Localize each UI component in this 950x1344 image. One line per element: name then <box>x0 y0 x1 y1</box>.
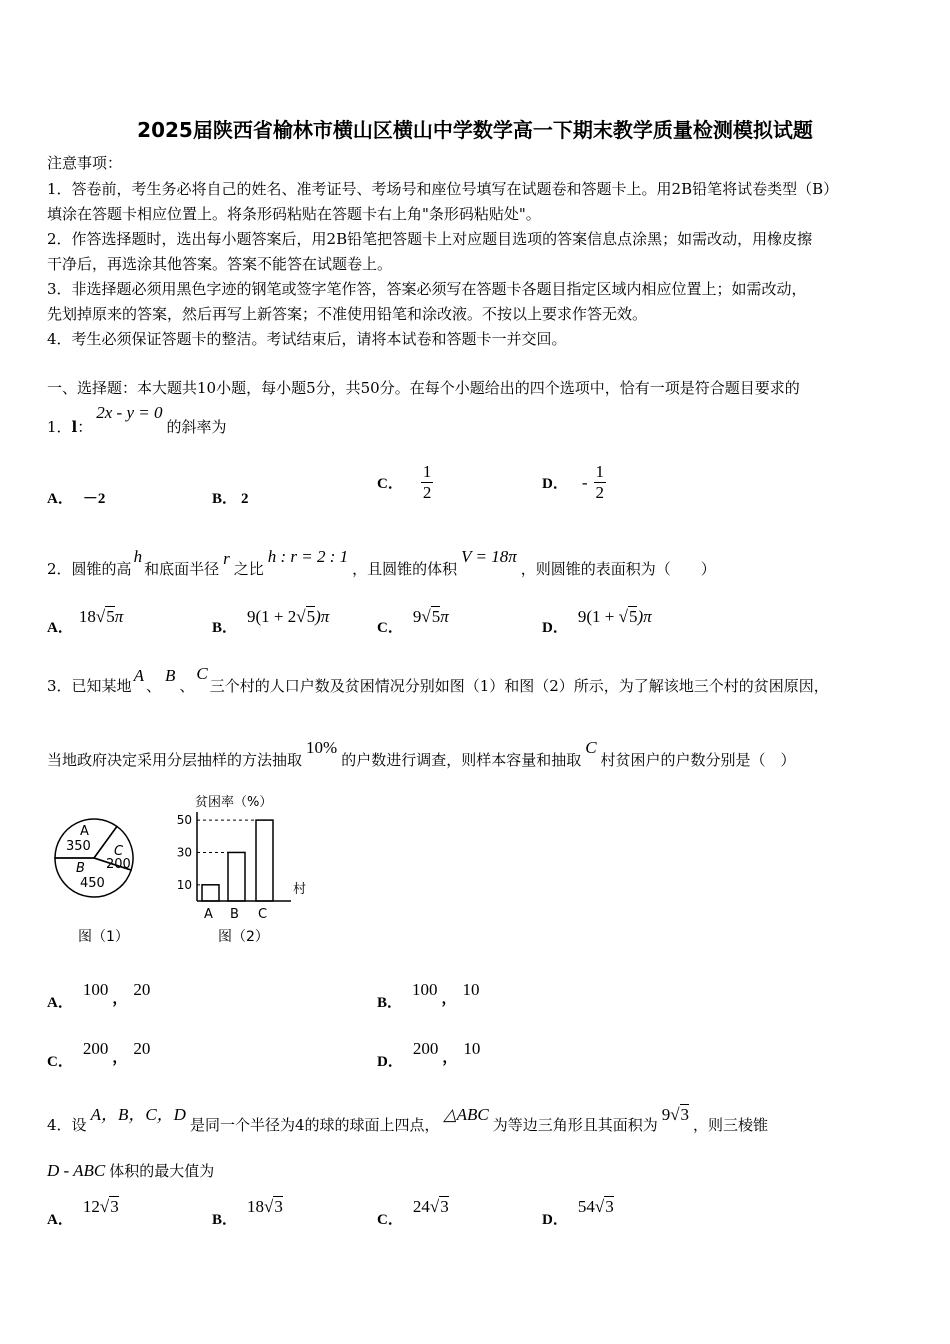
question-text: 已知某地 <box>71 677 132 695</box>
q4-option-d[interactable]: D．54√3 <box>542 1197 614 1228</box>
separator: 、 <box>145 677 161 695</box>
q1-option-a[interactable] <box>47 487 105 508</box>
question-number: 2． <box>47 560 72 578</box>
village-a: A <box>133 666 144 685</box>
village-c: C <box>196 664 208 683</box>
option-value: 2 <box>241 491 249 507</box>
bar-b <box>228 852 245 901</box>
x-tick-label: C <box>258 907 268 922</box>
denominator: 2 <box>595 483 605 502</box>
separator: 、 <box>179 677 195 695</box>
question-text: 和底面半径 <box>144 560 220 578</box>
volume-expression: V = 18π <box>461 547 517 566</box>
ratio-expression: h : r = 2 : 1 <box>267 547 349 566</box>
q2-option-d[interactable]: D．9(1 + √5)π <box>542 607 652 636</box>
q2-option-c[interactable]: C．9√5π <box>377 607 449 636</box>
radicand: 5 <box>431 607 441 626</box>
village-c: C <box>585 738 597 757</box>
option-value: 20 <box>133 980 151 999</box>
y-tick-label: 10 <box>176 877 192 892</box>
q4-option-c[interactable]: C．24√3 <box>377 1197 449 1228</box>
option-value: 18 <box>247 1197 265 1216</box>
question-text: ，则三棱锥 <box>693 1116 769 1134</box>
pie-label-b: B <box>76 861 85 876</box>
radicand: 3 <box>440 1197 449 1216</box>
question-2 <box>47 547 716 579</box>
question-text: 三个村的人口户数及贫困情况分别如图（1）和图（2）所示，为了解该地三个村的贫困原因， <box>209 677 829 695</box>
y-tick-label: 50 <box>176 813 192 828</box>
triangle-expression: △ABC <box>443 1105 489 1124</box>
line-symbol: l <box>71 418 78 436</box>
notice-line: 2．作答选择题时，选出每小题答案后，用2B铅笔把答题卡上对应题目选项的答案信息点涂黑；如需改动，用橡皮擦 <box>47 230 813 248</box>
var-r: r <box>223 549 230 568</box>
question-number: 1． <box>47 418 72 436</box>
q3-option-c[interactable]: C．200 ， 20 <box>47 1039 151 1070</box>
question-text: 设 <box>71 1116 87 1134</box>
q1-option-b[interactable] <box>212 487 249 508</box>
option-label: B． <box>212 1212 238 1228</box>
question-text: 圆锥的高 <box>71 560 132 578</box>
question-text: 为等边三角形且其面积为 <box>492 1116 658 1134</box>
q1-option-d[interactable] <box>542 462 606 503</box>
option-value: 9(1 + 2 <box>247 607 297 626</box>
figure-1-caption: 图（1） <box>78 929 129 945</box>
question-text: 村贫困户的户数分别是（ ） <box>600 751 796 769</box>
fraction <box>594 462 607 503</box>
question-text: ，且圆锥的体积 <box>352 560 458 578</box>
option-value: π <box>440 607 449 626</box>
option-label: A． <box>47 620 73 636</box>
q3-option-d[interactable]: D．200 ， 10 <box>377 1039 481 1070</box>
question-3-line2 <box>47 738 796 770</box>
numerator: 1 <box>595 462 605 481</box>
radicand: 5 <box>306 607 316 626</box>
notice-heading: 注意事项： <box>47 154 123 172</box>
option-label: C． <box>377 1212 403 1228</box>
pie-value-b: 450 <box>80 876 105 891</box>
option-label: B． <box>212 491 238 507</box>
option-label: D． <box>542 476 568 492</box>
question-text: 当地政府决定采用分层抽样的方法抽取 <box>47 751 303 769</box>
option-label: C． <box>377 476 403 492</box>
bar-a <box>202 885 219 901</box>
radicand: 3 <box>605 1197 614 1216</box>
question-text: 体积的最大值为 <box>109 1162 215 1180</box>
option-value: 12 <box>82 1197 100 1216</box>
question-text: 之比 <box>233 560 264 578</box>
points-expression: A，B，C，D <box>90 1105 186 1124</box>
q2-option-b[interactable]: B．9(1 + 2√5)π <box>212 607 330 636</box>
radicand: 5 <box>106 607 115 626</box>
minus-sign: - <box>581 472 588 492</box>
notice-line: 3．非选择题必须用黑色字迹的钢笔或签字笔作答，答案必须写在答题卡各题目指定区域内相应位置上；如需改动， <box>47 280 807 298</box>
bar-chart <box>165 790 315 925</box>
option-value: )π <box>315 607 330 626</box>
page-title: 2025届陕西省榆林市横山区横山中学数学高一下期末教学质量检测模拟试题 <box>137 118 813 142</box>
option-value: 24 <box>412 1197 430 1216</box>
notice-line: 1．答卷前，考生务必将自己的姓名、准考证号、考场号和座位号填写在试题卷和答题卡上。用2B铅笔将试卷类型（B） <box>47 180 839 198</box>
pyramid-expression: D - ABC <box>47 1161 106 1180</box>
area-expression: 9√3 <box>661 1105 690 1124</box>
option-label: A． <box>47 491 73 507</box>
option-label: C． <box>47 1054 73 1070</box>
radicand: 3 <box>110 1197 119 1216</box>
pie-label-c: C <box>114 844 124 859</box>
q4-option-a[interactable]: A．12√3 <box>47 1197 119 1228</box>
line-equation: 2x - y = 0 <box>96 403 163 422</box>
question-3 <box>47 664 829 696</box>
option-label: B． <box>377 995 403 1011</box>
village-b: B <box>164 666 176 685</box>
option-label: D． <box>377 1054 403 1070</box>
question-number: 4． <box>47 1116 72 1134</box>
radicand: 5 <box>628 607 638 626</box>
option-label: A． <box>47 995 73 1011</box>
numerator: 1 <box>422 462 432 481</box>
question-text: ，则圆锥的表面积为（ ） <box>520 560 716 578</box>
option-value: 200 <box>412 1039 439 1058</box>
option-value: 9(1 + <box>577 607 619 626</box>
question-text: 的斜率为 <box>166 418 227 436</box>
question-text: 是同一个半径为4的球的球面上四点， <box>189 1116 440 1134</box>
pie-chart <box>44 805 144 905</box>
percent-value: 10% <box>306 738 338 757</box>
notice-line: 先划掉原来的答案，然后再写上新答案；不准使用铅笔和涂改液。不按以上要求作答无效。 <box>47 305 648 323</box>
q3-option-b[interactable]: B．100 ， 10 <box>377 980 480 1011</box>
q1-option-c[interactable] <box>377 462 433 503</box>
option-value: 100 <box>412 980 438 999</box>
x-tick-label: B <box>230 907 239 922</box>
option-label: A． <box>47 1212 73 1228</box>
option-value: π <box>114 607 124 626</box>
x-axis-label: 村 <box>293 882 307 897</box>
option-value: )π <box>637 607 652 626</box>
pie-value-a: 350 <box>66 839 91 854</box>
pie-value-c: 200 <box>106 857 131 872</box>
option-value: 18 <box>78 607 96 626</box>
figure-2-caption: 图（2） <box>218 929 269 945</box>
notice-line: 填涂在答题卡相应位置上。将条形码粘贴在答题卡右上角"条形码粘贴处"。 <box>47 205 541 223</box>
radicand: 3 <box>274 1197 283 1216</box>
denominator: 2 <box>422 483 432 502</box>
notice-line: 干净后，再选涂其他答案。答案不能答在试题卷上。 <box>47 255 393 273</box>
coefficient: 9 <box>661 1105 671 1124</box>
option-label: C． <box>377 620 403 636</box>
option-value: －2 <box>82 491 106 507</box>
question-4-line2 <box>47 1160 214 1181</box>
q2-option-a[interactable]: A．18√5π <box>47 607 124 636</box>
question-1 <box>47 403 227 437</box>
fraction <box>421 462 434 503</box>
y-tick-label: 30 <box>176 845 192 860</box>
bar-c <box>256 820 273 901</box>
q3-option-a[interactable]: A．100 ， 20 <box>47 980 151 1011</box>
question-text: 的户数进行调查，则样本容量和抽取 <box>341 751 582 769</box>
section-heading: 一、选择题：本大题共10小题，每小题5分，共50分。在每个小题给出的四个选项中，恰有一项是符合题目要求的 <box>47 379 800 397</box>
y-axis-label: 贫困率（%） <box>195 795 273 810</box>
option-value: 10 <box>462 980 480 999</box>
option-value: 100 <box>82 980 109 999</box>
bar-group <box>177 813 273 922</box>
radicand: 3 <box>680 1105 690 1124</box>
option-value: 54 <box>577 1197 595 1216</box>
option-label: B． <box>212 620 238 636</box>
question-number: 3． <box>47 677 72 695</box>
pie-label-a: A <box>80 824 89 839</box>
option-label: D． <box>542 620 568 636</box>
question-4 <box>47 1105 769 1135</box>
q4-option-b[interactable]: B．18√3 <box>212 1197 283 1228</box>
option-value: 20 <box>133 1039 151 1058</box>
option-value: 200 <box>82 1039 109 1058</box>
option-label: D． <box>542 1212 568 1228</box>
x-tick-label: A <box>204 907 213 922</box>
option-value: 9 <box>412 607 422 626</box>
colon: ： <box>77 418 93 436</box>
notice-line: 4．考生必须保证答题卡的整洁。考试结束后，请将本试卷和答题卡一并交回。 <box>47 330 567 348</box>
option-value: 10 <box>463 1039 481 1058</box>
var-h: h <box>133 547 143 566</box>
